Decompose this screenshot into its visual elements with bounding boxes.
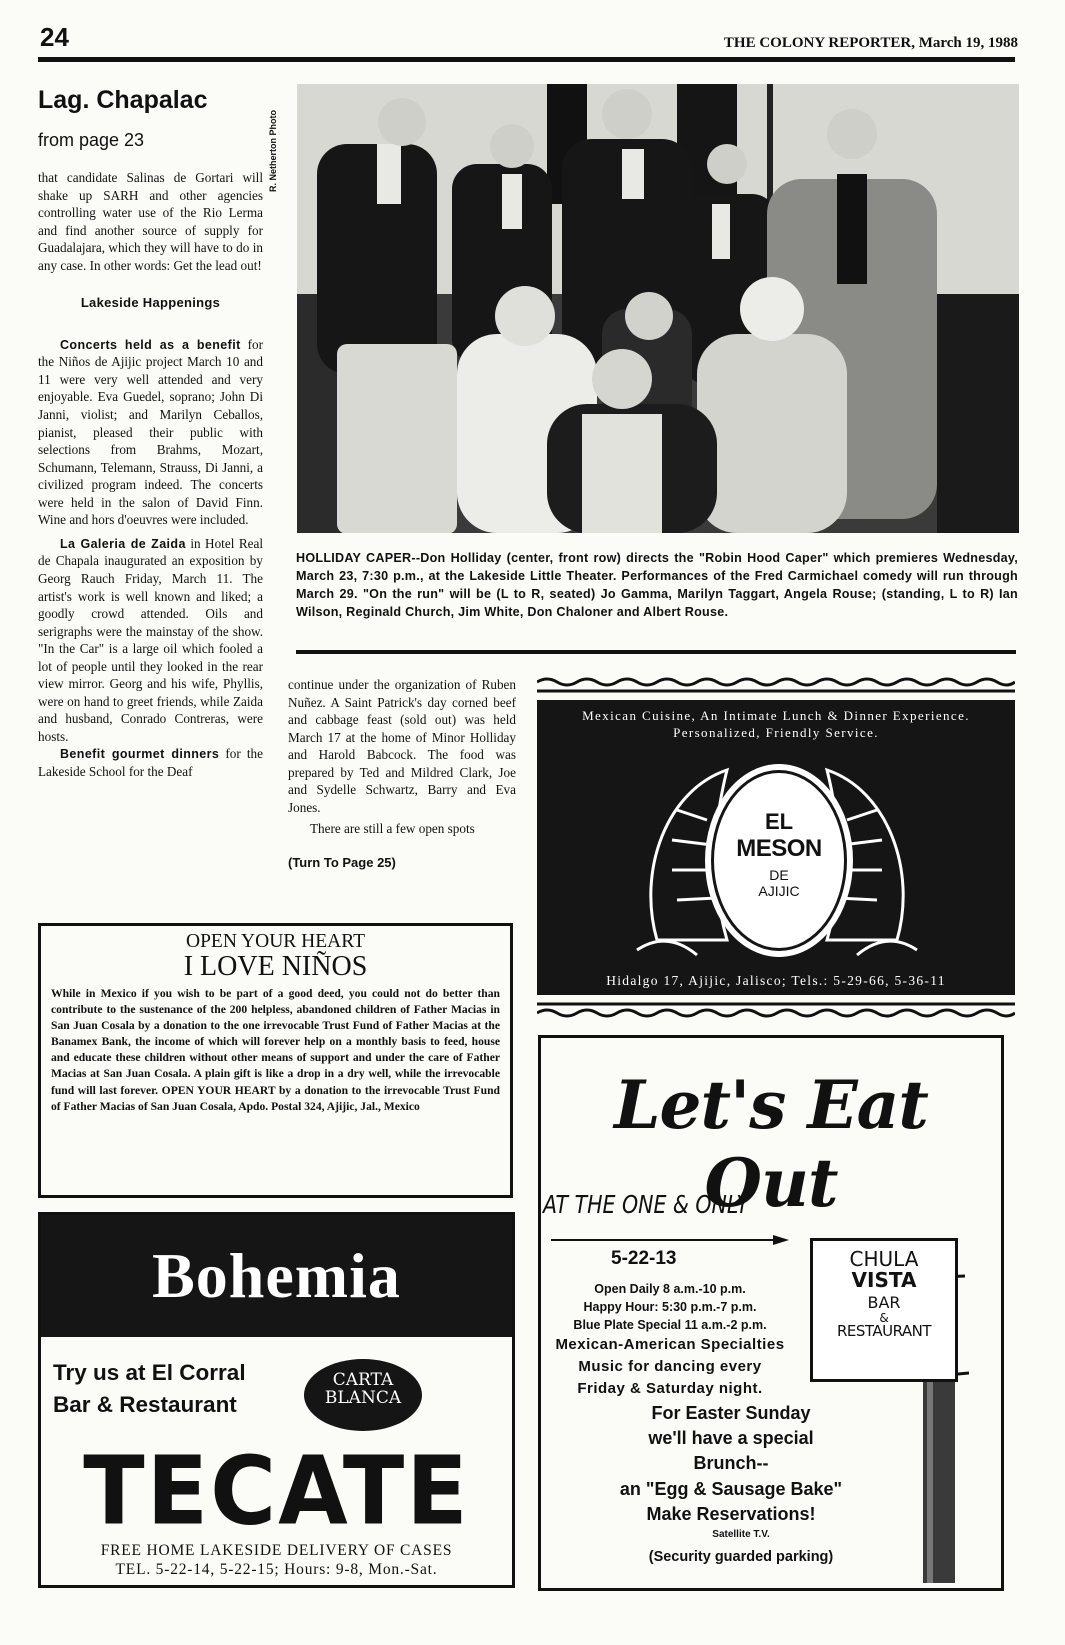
masthead: THE COLONY REPORTER, March 19, 1988 <box>723 35 1018 51</box>
dinners-lead: Benefit gourmet dinners <box>60 747 220 762</box>
galeria-paragraph <box>38 535 263 746</box>
concerts-text: for the Niños de Ajijic project March 10 and 11 were very well attended and very enjoyable. Eva Guedel, soprano; John Di Janni, violist; and Marilyn Ceballos, pianist, pleased their public with selections from Brahms, Mozart, Schumann, Telemann, Strauss, Di Janni, a civilized program indeed. The concerts were held in the salon of David Finn. Wine and hors d'oeuvres were included. <box>38 336 264 528</box>
concerts-lead: Concerts held as a benefit <box>60 337 241 352</box>
sign-line-4: & <box>879 1310 889 1325</box>
ninos-body: While in Mexico if you wish to be part of a good deed, you could not do better than contribute to the sustenance of the 200 helpless, abandoned children of Father Macias in San Juan Cosala by a donation to the one irrevocable Trust Fund of Father Macias at the Banamex Bank, the income of which will forever help on a monthly basis to feed, house and educate these children without other means of support and under the care of Father Macias at San Juan Cosala. A plain gift is like a drop in a dry well, while the irrevocable fund will last forever. OPEN YOUR HEART by a donation to the irrevocable Trust Fund of Father Macias of San Juan Cosala, Apdo. Postal 324, Ajijic, Jal., Mexico <box>51 986 500 1113</box>
meson-name: MESON <box>736 835 822 862</box>
hours: Open Daily 8 a.m.-10 p.m. <box>594 1282 746 1296</box>
easter-line-4: an "Egg & Sausage Bake" <box>619 1478 843 1499</box>
bohemia-banner <box>41 1215 512 1337</box>
bohemia-brand: Bohemia <box>152 1240 401 1311</box>
ninos-ad <box>38 923 513 1198</box>
music-line-2: Friday & Saturday night. <box>577 1379 763 1397</box>
eat-out-title: Let's Eat Out <box>614 1066 928 1222</box>
header-rule <box>38 57 1015 62</box>
try-line-1: Try us at El Corral <box>53 1360 246 1385</box>
badge-line-2: BLANCA <box>324 1387 402 1408</box>
article-intro: that candidate Salinas de Gortari will shake up SARH and other agencies controlling water use of the Rio Lerma and find another source of supply for Guadalajara, which they will have to do in any case. In other words: Get the lead out! <box>38 170 263 273</box>
ninos-heading-2: I LOVE NIÑOS <box>183 951 368 983</box>
article-title: Lag. Chapalac <box>38 86 208 114</box>
security-parking: (Security guarded parking) <box>648 1549 834 1565</box>
meson-top-border <box>537 676 1015 696</box>
bohemia-tecate-ad <box>38 1212 515 1588</box>
specialties: Mexican-American Specialties <box>555 1336 785 1354</box>
satellite-tv: Satellite T.V. <box>712 1529 770 1540</box>
dinners-text: for the Lakeside School for the Deaf <box>38 746 263 780</box>
middle-column-article <box>288 676 516 871</box>
concerts-paragraph <box>38 336 263 529</box>
meson-tagline-2: Personalized, Friendly Service. <box>673 724 879 740</box>
ninos-heading-1: OPEN YOUR HEART <box>185 931 366 952</box>
chula-vista-sign <box>810 1238 958 1382</box>
galeria-text: in Hotel Real de Chapala inaugurated an exposition by Georg Rauch Friday, March 11. The artist's work is well known and liked; a goodly crowd attended. Oils and serigraphs were the mainstay of the show. "In the Car" is a large oil which fooled a lot of people until they looked in the rear view mirror. Georg and his wife, Phyllis, were on hand to greet friends, while Zaida and husband, Conrado Contreras, were hosts. <box>38 535 264 744</box>
turn-to-page-link[interactable]: (Turn To Page 25) <box>288 854 396 870</box>
meson-address: Hidalgo 17, Ajijic, Jalisco; Tels.: 5-29-66, 5-36-11 <box>606 973 946 988</box>
continued-paragraph: continue under the organization of Ruben Nuñez. A Saint Patrick's day corned beef and cabbage feast (sold out) was held March 17 at the home of Minor Holliday and Harold Babcock. The food was prepared by Ted and Mildred Clark, Joe and Sydelle Schwartz, Barry and Eva Jones. <box>288 677 516 815</box>
sign-line-2: VISTA <box>851 1268 917 1292</box>
page-number: 24 <box>40 22 69 52</box>
blue-plate: Blue Plate Special 11 a.m.-2 p.m. <box>573 1318 767 1333</box>
easter-line-3: Brunch-- <box>693 1453 769 1474</box>
meson-el: EL <box>764 809 794 834</box>
meson-ajijic: AJIJIC <box>758 883 800 899</box>
group-photo <box>297 84 1019 533</box>
badge-line-1: CARTA <box>332 1370 394 1390</box>
meson-tagline-1: Mexican Cuisine, An Intimate Lunch & Dinner Experience. <box>582 708 970 723</box>
galeria-lead: La Galeria de Zaida <box>60 536 186 551</box>
caption-rule <box>296 650 1016 654</box>
restaurant-info <box>541 1280 799 1400</box>
article-subtitle: from page 23 <box>38 130 145 151</box>
sign-line-5: RESTAURANT <box>836 1322 932 1341</box>
el-corral-text <box>53 1357 246 1420</box>
photo-caption: HOLLIDAY CAPER--Don Holliday (center, front row) directs the "Robin Hood Caper" which premieres Wednesday, March 23, 7:30 p.m., at the Lakeside Little Theater. Performances of the Fred Carmichael comedy will run through March 29. "On the run" will be (L to R, seated) Jo Gamma, Marilyn Taggart, Angela Rouse; (standing, L to R) Ian Wilson, Reginald Church, Jim White, Don Chaloner and Albert Rouse. <box>296 551 1018 619</box>
phone-number: 5-22-13 <box>611 1248 677 1269</box>
music-line-1: Music for dancing every <box>578 1358 762 1376</box>
group-photo-image <box>297 84 1019 533</box>
left-column-article <box>38 78 263 781</box>
one-and-only: AT THE ONE & ONLY <box>543 1190 749 1219</box>
dinners-paragraph <box>38 745 263 780</box>
easter-line-2: we'll have a special <box>648 1428 814 1449</box>
chula-vista-ad <box>538 1035 1004 1591</box>
section-heading: Lakeside Happenings <box>80 295 221 311</box>
easter-promo <box>561 1401 901 1527</box>
meson-logo-oval <box>711 770 847 951</box>
open-spots: There are still a few open spots <box>310 821 475 837</box>
meson-de: DE <box>769 867 789 883</box>
easter-line-1: For Easter Sunday <box>651 1403 811 1423</box>
delivery-info <box>41 1542 512 1579</box>
photo-credit: R. Netherton Photo <box>268 110 278 192</box>
sign-line-3: BAR <box>867 1293 901 1312</box>
delivery-line-1: FREE HOME LAKESIDE DELIVERY OF CASES <box>100 1542 453 1559</box>
delivery-line-2: TEL. 5-22-14, 5-22-15; Hours: 9-8, Mon.-Sat. <box>115 1560 438 1578</box>
el-meson-ad <box>537 700 1015 995</box>
meson-bottom-border <box>537 1000 1015 1020</box>
happy-hour: Happy Hour: 5:30 p.m.-7 p.m. <box>583 1300 757 1315</box>
meson-tagline <box>537 708 1015 742</box>
carta-blanca-badge <box>304 1359 422 1431</box>
arrow-icon <box>551 1234 791 1246</box>
tecate-logo: TECATE <box>83 1436 470 1547</box>
try-line-2: Bar & Restaurant <box>53 1391 237 1417</box>
sign-line-1: CHULA <box>849 1247 919 1271</box>
easter-line-5: Make Reservations! <box>646 1503 816 1524</box>
